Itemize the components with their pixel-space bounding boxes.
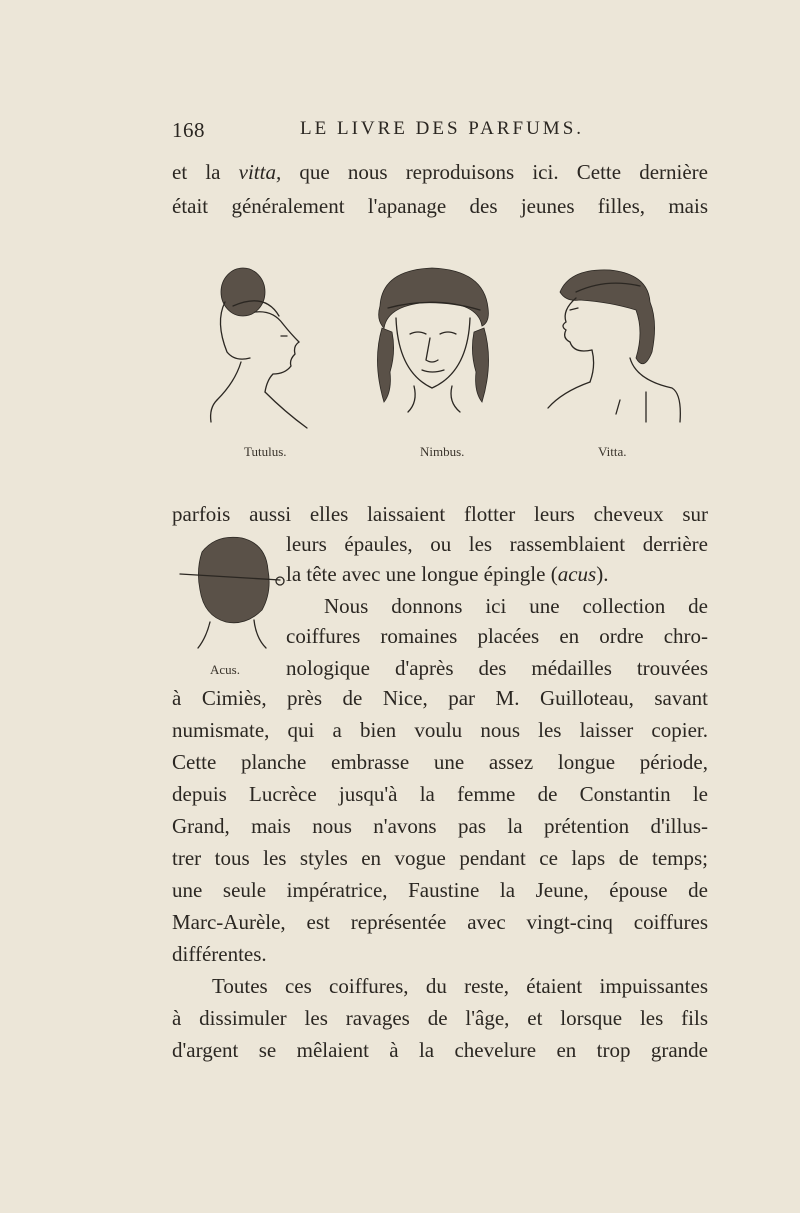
text-line-body-3: Cette planche embrasse une assez longue période, xyxy=(172,750,708,774)
text-line-wrap-6: nologique d'après des médailles trouvées xyxy=(286,656,708,680)
running-title: LE LIVRE DES PARFUMS. xyxy=(300,118,585,139)
text-line-body-8: Marc-Aurèle, est représentée avec vingt-cinq coiffures xyxy=(172,910,708,934)
text-line-body-9: différentes. xyxy=(172,942,267,966)
caption-tutulus: Tutulus. xyxy=(244,444,287,459)
running-header xyxy=(172,118,708,148)
caption-vitta: Vitta. xyxy=(598,444,627,459)
text-line-wrap-3 xyxy=(286,562,708,596)
caption-acus: Acus. xyxy=(210,662,240,677)
wrap-line-3: la tête avec une longue épingle (acus). xyxy=(286,562,609,586)
tutulus-illustration xyxy=(195,262,325,442)
nimbus-illustration xyxy=(368,262,498,442)
text-line-wrap-2: leurs épaules, ou les rassemblaient derrière xyxy=(286,532,708,556)
text-line-wrap-1: parfois aussi elles laissaient flotter leurs cheveux sur xyxy=(172,502,708,526)
vitta-illustration xyxy=(540,262,690,442)
text-line-body-11: à dissimuler les ravages de l'âge, et lorsque les fils xyxy=(172,1006,708,1030)
italic-vitta: vitta, xyxy=(238,160,282,184)
text-line-wrap-5: coiffures romaines placées en ordre chro- xyxy=(286,624,708,648)
text-line-body-6: trer tous les styles en vogue pendant ce laps de temps; xyxy=(172,846,708,870)
text-line-body-1: à Cimiès, près de Nice, par M. Guilloteau, savant xyxy=(172,686,708,710)
text-line-intro-2: était généralement l'apanage des jeunes filles, mais xyxy=(172,194,708,218)
caption-nimbus: Nimbus. xyxy=(420,444,465,459)
text-line-body-10: Toutes ces coiffures, du reste, étaient impuissantes xyxy=(212,974,708,998)
page-number: 168 xyxy=(172,118,205,142)
acus-illustration xyxy=(176,530,288,660)
text-line-body-4: depuis Lucrèce jusqu'à la femme de Constantin le xyxy=(172,782,708,806)
text-line-body-2: numismate, qui a bien voulu nous les laisser copier. xyxy=(172,718,708,742)
text-line-body-5: Grand, mais nous n'avons pas la prétention d'illus- xyxy=(172,814,708,838)
text-line-intro-1 xyxy=(172,160,708,194)
text-line-body-12: d'argent se mêlaient à la chevelure en trop grande xyxy=(172,1038,708,1062)
italic-acus: acus xyxy=(557,562,597,586)
text-line-body-7: une seule impératrice, Faustine la Jeune, épouse de xyxy=(172,878,708,902)
intro-line-1: et la vitta, que nous reproduisons ici. Cette dernière xyxy=(172,160,708,184)
text-line-wrap-4: Nous donnons ici une collection de xyxy=(324,594,708,618)
